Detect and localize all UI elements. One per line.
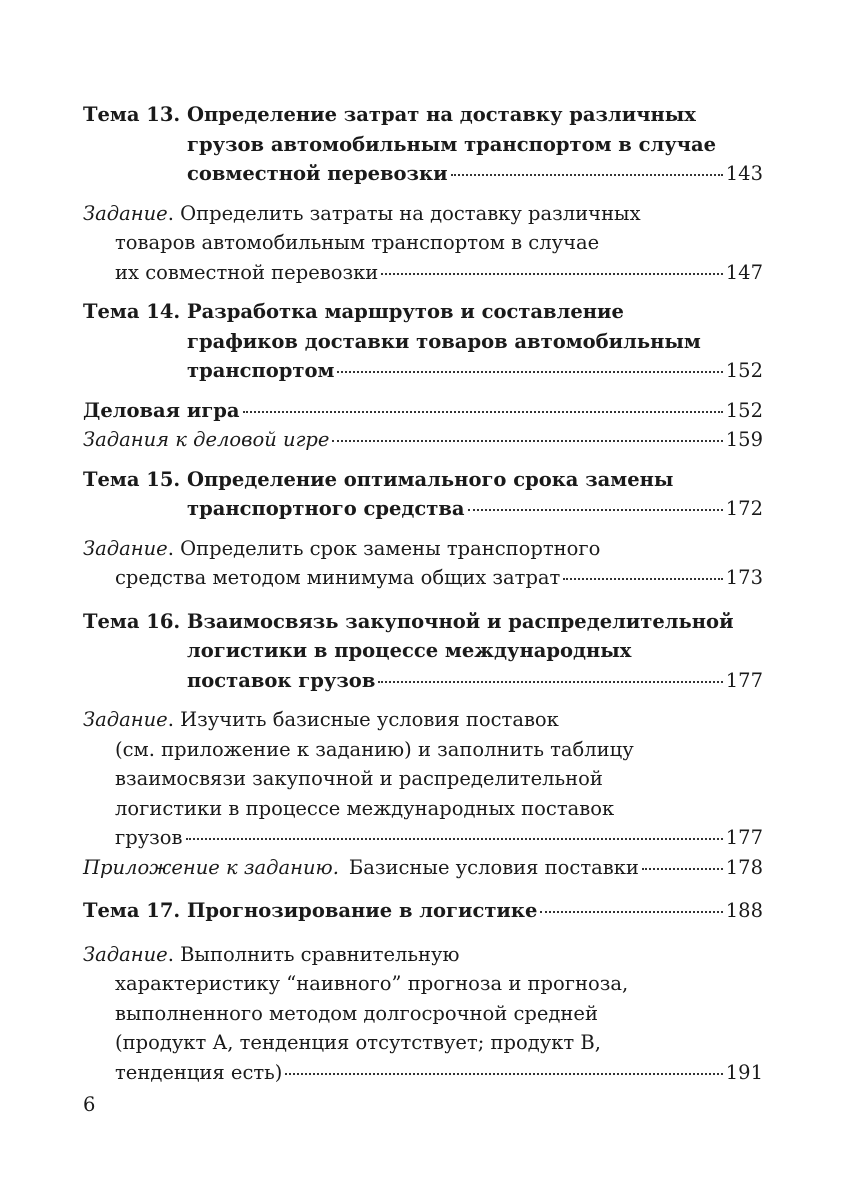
toc-line <box>83 356 763 386</box>
page-ref: 147 <box>725 260 763 284</box>
toc-line <box>83 764 763 794</box>
dot-leader <box>451 174 723 176</box>
topic-title: совместной перевозки <box>187 162 448 185</box>
toc-line <box>83 465 763 495</box>
task-text: . Изучить базисные условия поставок <box>167 708 559 731</box>
toc-line <box>83 999 763 1029</box>
toc-line <box>83 228 763 258</box>
page-ref: 152 <box>725 359 763 382</box>
toc-line <box>83 130 763 160</box>
toc-entry-task-13[interactable] <box>83 199 763 288</box>
toc-line <box>83 735 763 765</box>
toc-line <box>83 794 763 824</box>
toc-entry-topic-17[interactable] <box>83 896 763 926</box>
task-text: тенденция есть) <box>115 1060 283 1084</box>
toc-line <box>83 258 763 288</box>
toc-entry-topic-13[interactable] <box>83 100 763 189</box>
task-label: Задание <box>83 536 168 560</box>
topic-title: Тема 16. Взаимосвязь закупочной и распределительной <box>83 609 734 633</box>
toc-line <box>83 297 763 327</box>
dot-leader <box>468 509 723 511</box>
topic-title: транспортом <box>187 359 335 382</box>
task-label: Задание <box>83 201 168 225</box>
task-text: (см. приложение к заданию) и заполнить таблицу <box>115 737 634 761</box>
task-text: . Определить срок замены транспортного <box>167 536 601 560</box>
task-text: выполненного методом долгосрочной средней <box>115 1001 598 1025</box>
page-ref: 188 <box>725 899 763 922</box>
page-ref: 191 <box>725 1060 763 1084</box>
dot-leader <box>642 868 723 870</box>
toc-line <box>83 327 763 357</box>
dot-leader <box>381 273 722 275</box>
toc-entry-task-17[interactable] <box>83 940 763 1088</box>
topic-title: поставок грузов <box>187 668 376 692</box>
topic-title: логистики в процессе международных <box>187 639 632 662</box>
toc-entry-topic-15[interactable] <box>83 465 763 524</box>
topic-title: транспортного средства <box>187 497 465 520</box>
page-ref: 177 <box>725 668 763 692</box>
page-number: 6 <box>83 1093 96 1116</box>
task-text: логистики в процессе международных поставок <box>115 796 615 820</box>
page-ref: 172 <box>725 497 763 520</box>
table-of-contents <box>83 100 763 1087</box>
page-ref: 159 <box>725 428 763 451</box>
topic-title: Тема 13. Определение затрат на доставку различных <box>83 103 696 126</box>
toc-line <box>83 1058 763 1088</box>
toc-line <box>83 534 763 564</box>
task-text: характеристику “наивного” прогноза и прогноза, <box>115 972 629 995</box>
toc-line <box>83 494 763 524</box>
page-ref: 173 <box>725 566 763 589</box>
toc-line <box>83 940 763 970</box>
toc-line <box>83 563 763 593</box>
toc-line <box>83 705 763 735</box>
task-text: средства методом минимума общих затрат <box>115 566 561 589</box>
toc-line <box>83 607 763 637</box>
toc-entry-topic-14[interactable] <box>83 297 763 386</box>
toc-line <box>83 636 763 666</box>
task-text: грузов <box>115 826 183 849</box>
dot-leader <box>563 578 722 580</box>
task-label: Задание <box>83 942 168 966</box>
toc-line <box>83 199 763 229</box>
dot-leader <box>186 838 723 840</box>
toc-entry-task-16[interactable] <box>83 705 763 853</box>
toc-line <box>83 396 763 426</box>
task-text: . Определить затраты на доставку различных <box>167 201 641 225</box>
topic-title: Тема 15. Определение оптимального срока замены <box>83 467 674 491</box>
section-title: Задания к деловой игре <box>83 428 330 451</box>
topic-title: графиков доставки товаров автомобильным <box>187 329 701 353</box>
toc-line <box>83 896 763 926</box>
page-ref: 177 <box>725 826 763 849</box>
toc-line <box>83 159 763 189</box>
toc-line <box>83 100 763 130</box>
toc-entry-business-game[interactable] <box>83 396 763 426</box>
appendix-label: Приложение к заданию. <box>83 855 339 879</box>
toc-line <box>83 969 763 999</box>
page-ref: 143 <box>725 162 763 185</box>
dot-leader <box>285 1073 722 1075</box>
task-text: взаимосвязи закупочной и распределительной <box>115 767 603 790</box>
toc-line <box>83 666 763 696</box>
topic-title: грузов автомобильным транспортом в случае <box>187 132 717 156</box>
task-text: (продукт А, тенденция отсутствует; продукт В, <box>115 1031 601 1054</box>
toc-line <box>83 823 763 853</box>
topic-title: Тема 17. Прогнозирование в логистике <box>83 899 538 922</box>
topic-title: Тема 14. Разработка маршрутов и составление <box>83 300 624 323</box>
toc-entry-appendix-16[interactable] <box>83 853 763 883</box>
toc-entry-task-15[interactable] <box>83 534 763 593</box>
task-label: Задание <box>83 708 168 731</box>
toc-entry-topic-16[interactable] <box>83 607 763 696</box>
page-ref: 178 <box>725 855 763 879</box>
dot-leader <box>378 681 722 683</box>
dot-leader <box>337 371 722 373</box>
task-text: . Выполнить сравнительную <box>167 942 460 966</box>
dot-leader <box>332 440 722 442</box>
toc-line <box>83 853 763 883</box>
page-ref: 152 <box>725 398 763 422</box>
task-text: товаров автомобильным транспортом в случае <box>115 231 600 254</box>
task-text: их совместной перевозки <box>115 260 379 284</box>
section-title: Деловая игра <box>83 398 240 422</box>
toc-line <box>83 1028 763 1058</box>
appendix-text: Базисные условия поставки <box>348 855 639 879</box>
toc-line <box>83 425 763 455</box>
dot-leader <box>243 411 723 413</box>
dot-leader <box>540 911 722 913</box>
toc-entry-game-tasks[interactable] <box>83 425 763 455</box>
